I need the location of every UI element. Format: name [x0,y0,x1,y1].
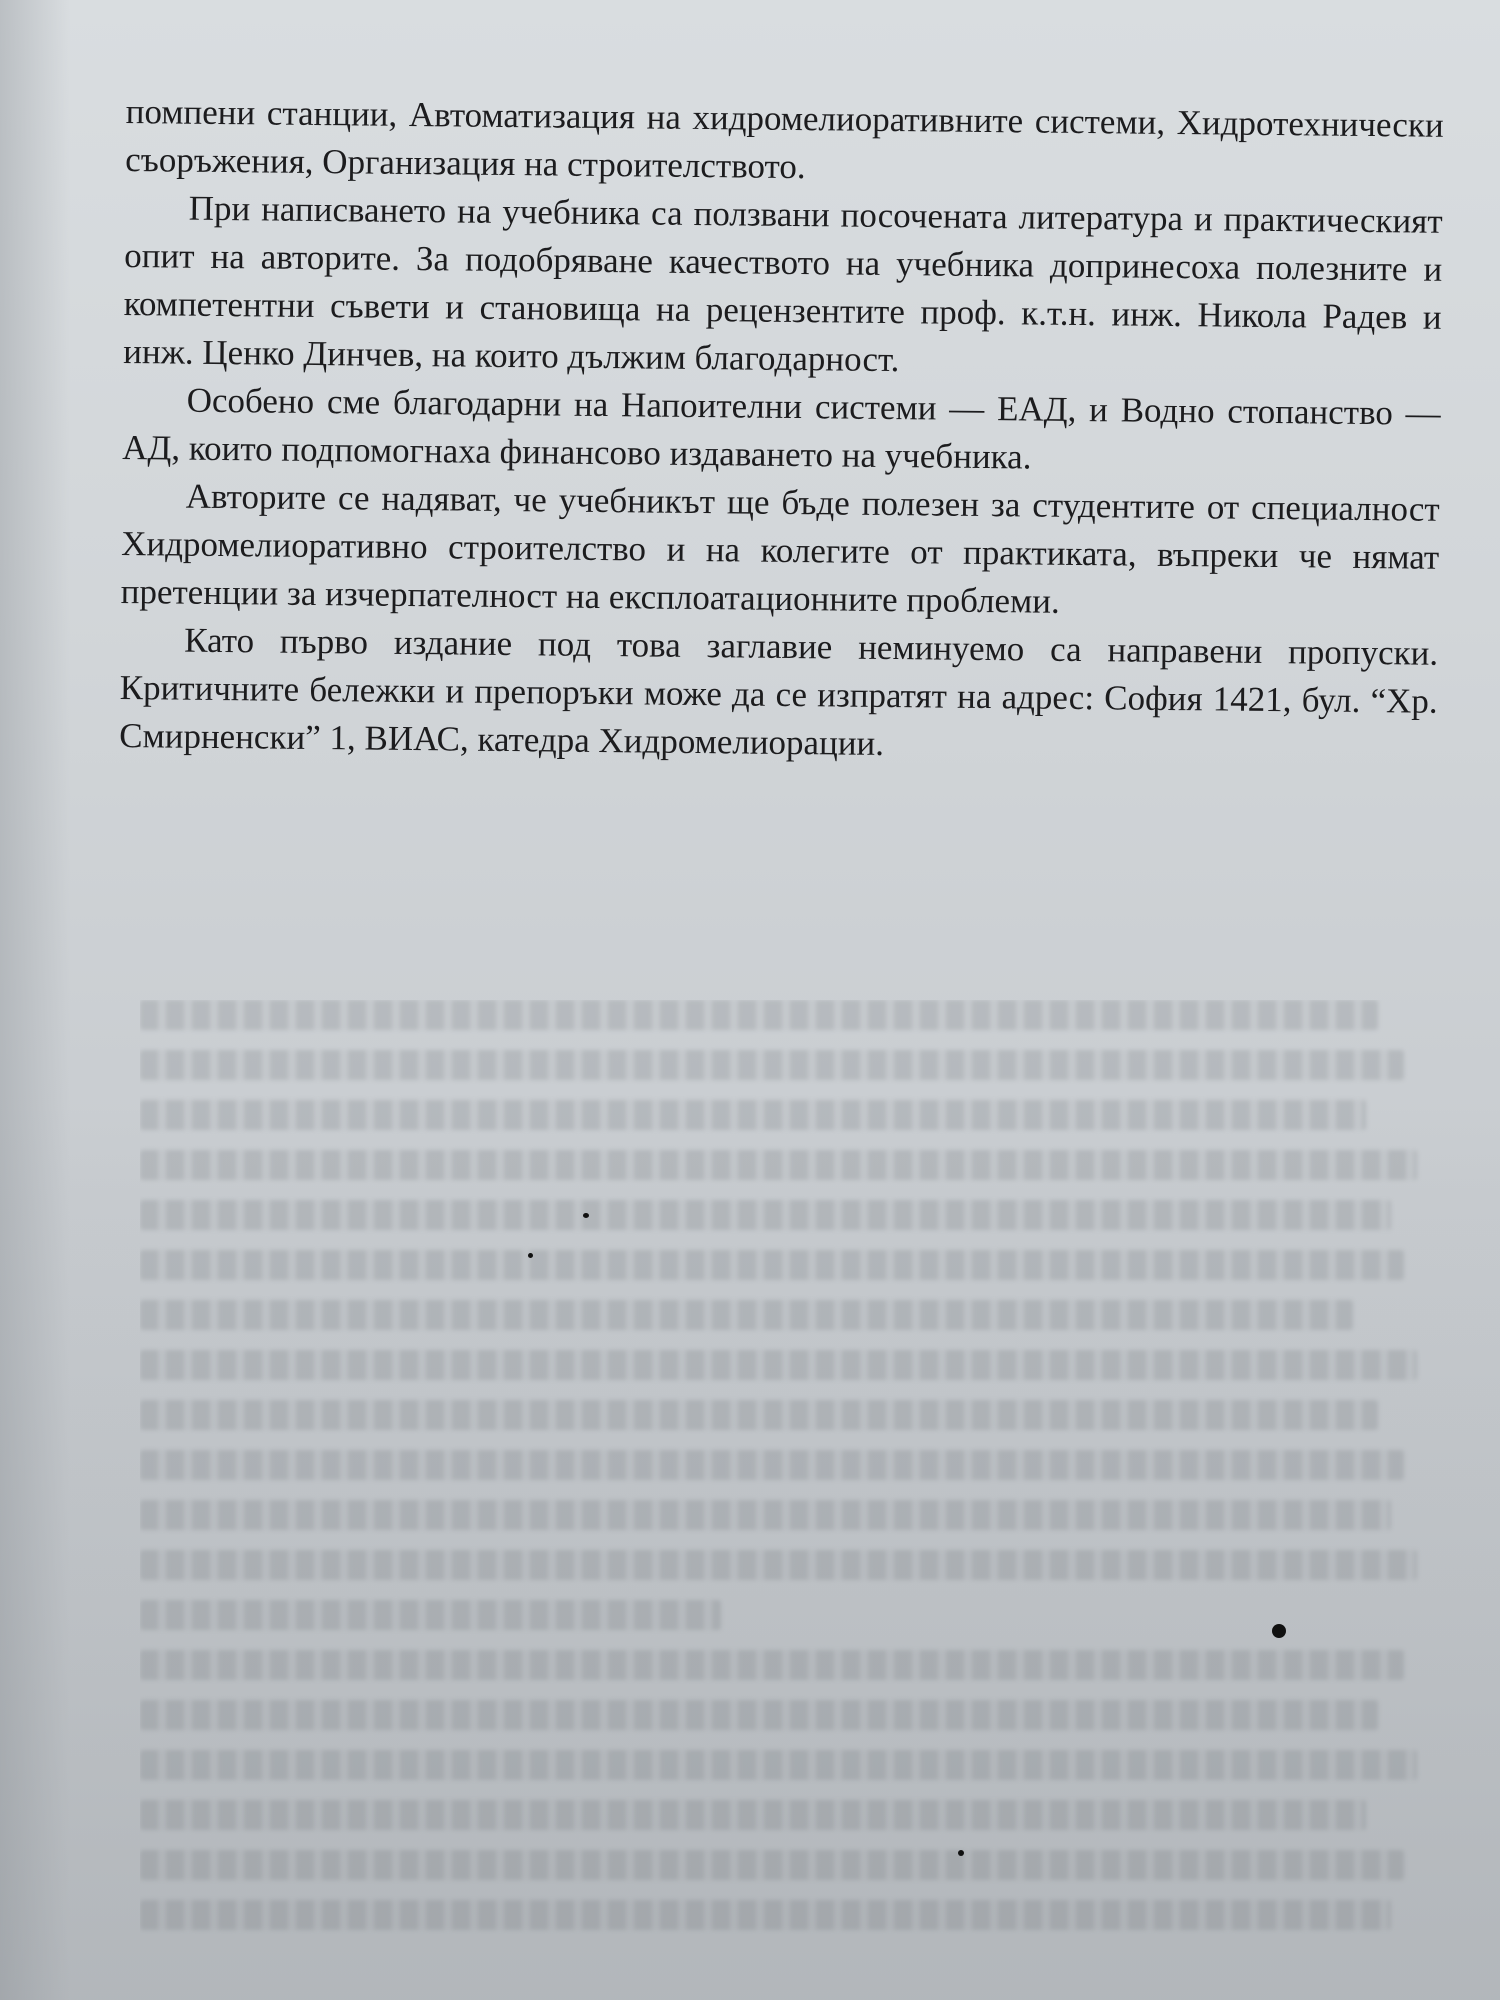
paragraph-sources: При написването на учебника са ползвани посочената литература и практическият опит на авторите. За подобряване качеството на учебника допринесоха полезните и компетентни съвети и становища на рецензентите проф. к.т.н. инж. Никола Радев и инж. Ценко Динчев, на които дължим благодарност. [123,188,1443,380]
ink-speck [958,1850,964,1856]
show-through-text [140,1000,1430,1980]
paragraph-continuation: помпени станции, Автоматизация на хидромелиоративните системи, Хидротехнически съоръжения, Организация на строителството. [125,91,1444,187]
paragraph-purpose: Авторите се надяват, че учебникът ще бъде полезен за студентите от специалност Хидромелиоративно строителство и на колегите от практиката, въпреки че нямат претенции за изчерпателност на експлоатационните проблеми. [120,476,1440,621]
ink-speck [583,1213,589,1218]
ink-speck [528,1253,533,1258]
paragraph-thanks: Особено сме благодарни на Напоителни системи — ЕАД, и Водно стопанство — АД, които подпомогнаха финансово издаването на учебника. [122,380,1441,477]
text-block [119,88,1444,774]
ink-speck [1272,1624,1286,1638]
paragraph-feedback: Като първо издание под това заглавие неминуемо са направени пропуски. Критичните бележки и препоръки може да се изпратят на адрес: София 1421, бул. “Хр. Смирненски” 1, ВИАС, катедра Хидромелиорации. [119,620,1439,763]
